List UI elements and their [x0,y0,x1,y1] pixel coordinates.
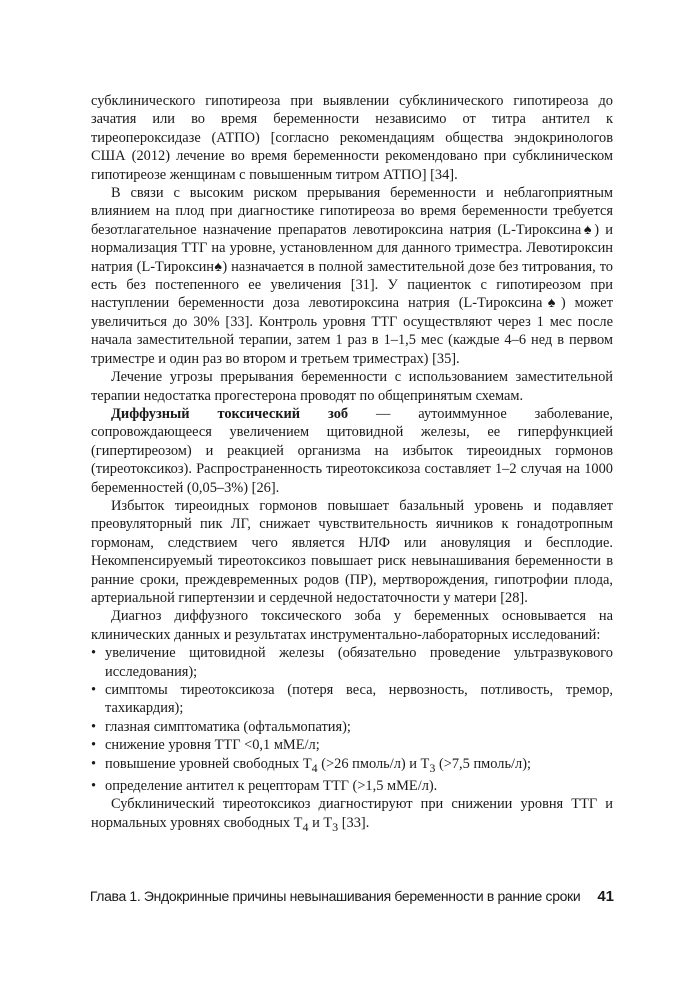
body-text [91,92,613,836]
paragraph-text: и Т [308,814,333,831]
list-item-text: (>7,5 пмоль/л); [435,755,531,772]
subscript: 3 [332,819,339,834]
list-item: • увеличение щитовидной железы (обязательно проведение ультразвукового исследования); [91,644,613,681]
diagnosis-list [91,644,613,795]
list-item: • снижение уровня ТТГ <0,1 мМЕ/л; [91,736,613,754]
list-item [91,755,613,777]
list-item: • симптомы тиреотоксикоза (потеря веса, нервозность, потливость, тремор, тахикардия); [91,681,613,718]
paragraph [91,795,613,836]
page-number: 41 [597,887,614,905]
subscript: 4 [311,760,318,775]
page-footer [89,884,614,908]
paragraph-text: — аутоиммунное заболевание, сопровождающееся увеличением щитовидной железы, ее гиперфункцией (гипертиреозом) и реакцией организма на избыток тиреоидных гормонов (тиреотоксикоз). Распространенность тиреотоксикоза составляет 1–2 случая на 1000 беременностей (0,05–3%) [26]. [91,405,613,496]
list-item-text: повышение уровней свободных Т [105,755,312,772]
subscript: 4 [302,819,309,834]
paragraph: В связи с высоким риском прерывания беременности и неблагоприятным влиянием на плод при диагностике гипотиреоза во время беременности требуется безотлагательное назначение препаратов левотироксина натрия (L-Тироксина♠) и нормализация ТТГ на уровне, установленном для данного триместра. Левотироксин натрия (L-Тироксин♠) назначается в полной заместительной дозе без титрования, то есть без постепенного ее увеличения [31]. У пациенток с гипотиреозом при наступлении беременности доза левотироксина натрия (L-Тироксина♠) может увеличиться до 30% [33]. Контроль уровня ТТГ осуществляют через 1 мес после начала заместительной терапии, затем 1 раз в 1–1,5 мес (каждые 4–6 нед в первом триместре и один раз во втором и третьем триместрах) [35]. [91,185,613,367]
subscript: 3 [429,760,436,775]
paragraph: Диагноз диффузного токсического зоба у беременных основывается на клинических данных и результатах инструментально-лабораторных исследований: [91,608,613,643]
paragraph-text: Субклинический тиреотоксикоз диагностируют при снижении уровня ТТГ и нормальных уровнях свободных Т [91,796,613,831]
list-item: • глазная симптоматика (офтальмопатия); [91,718,613,736]
list-item-text: (>26 пмоль/л) и Т [317,755,430,772]
list-item: • определение антител к рецепторам ТТГ (>1,5 мМЕ/л). [91,777,613,795]
paragraph: Избыток тиреоидных гормонов повышает базальный уровень и подавляет преовуляторный пик ЛГ, снижает чувствительность яичников к гонадотропным гормонам, следствием чего является НЛФ или ановуляция и бесплодие. Некомпенсируемый тиреотоксикоз повышает риск невынашивания беременности в ранние сроки, преждевременных родов (ПР), мертворождения, гипотрофии плода, артериальной гипертензии и сердечной недостаточности у матери [28]. [91,497,613,606]
paragraph: субклинического гипотиреоза при выявлении субклинического гипотиреоза до зачатия или во время беременности независимо от титра антител к тиреопероксидазе (АТПО) [согласно рекомендациям общества эндокринологов США (2012) лечение во время беременности рекомендовано при субклиническом гипотиреозе женщинам с повышенным титром АТПО] [34]. [91,93,613,183]
term-heading: Диффузный токсический зоб [111,405,349,422]
paragraph-text: [33]. [338,814,370,831]
paragraph: Лечение угрозы прерывания беременности с использованием заместительной терапии недостатка прогестерона проводят по общепринятым схемам. [91,369,613,404]
running-head: Глава 1. Эндокринные причины невынашивания беременности в ранние сроки [89,888,581,904]
paragraph [91,405,613,497]
